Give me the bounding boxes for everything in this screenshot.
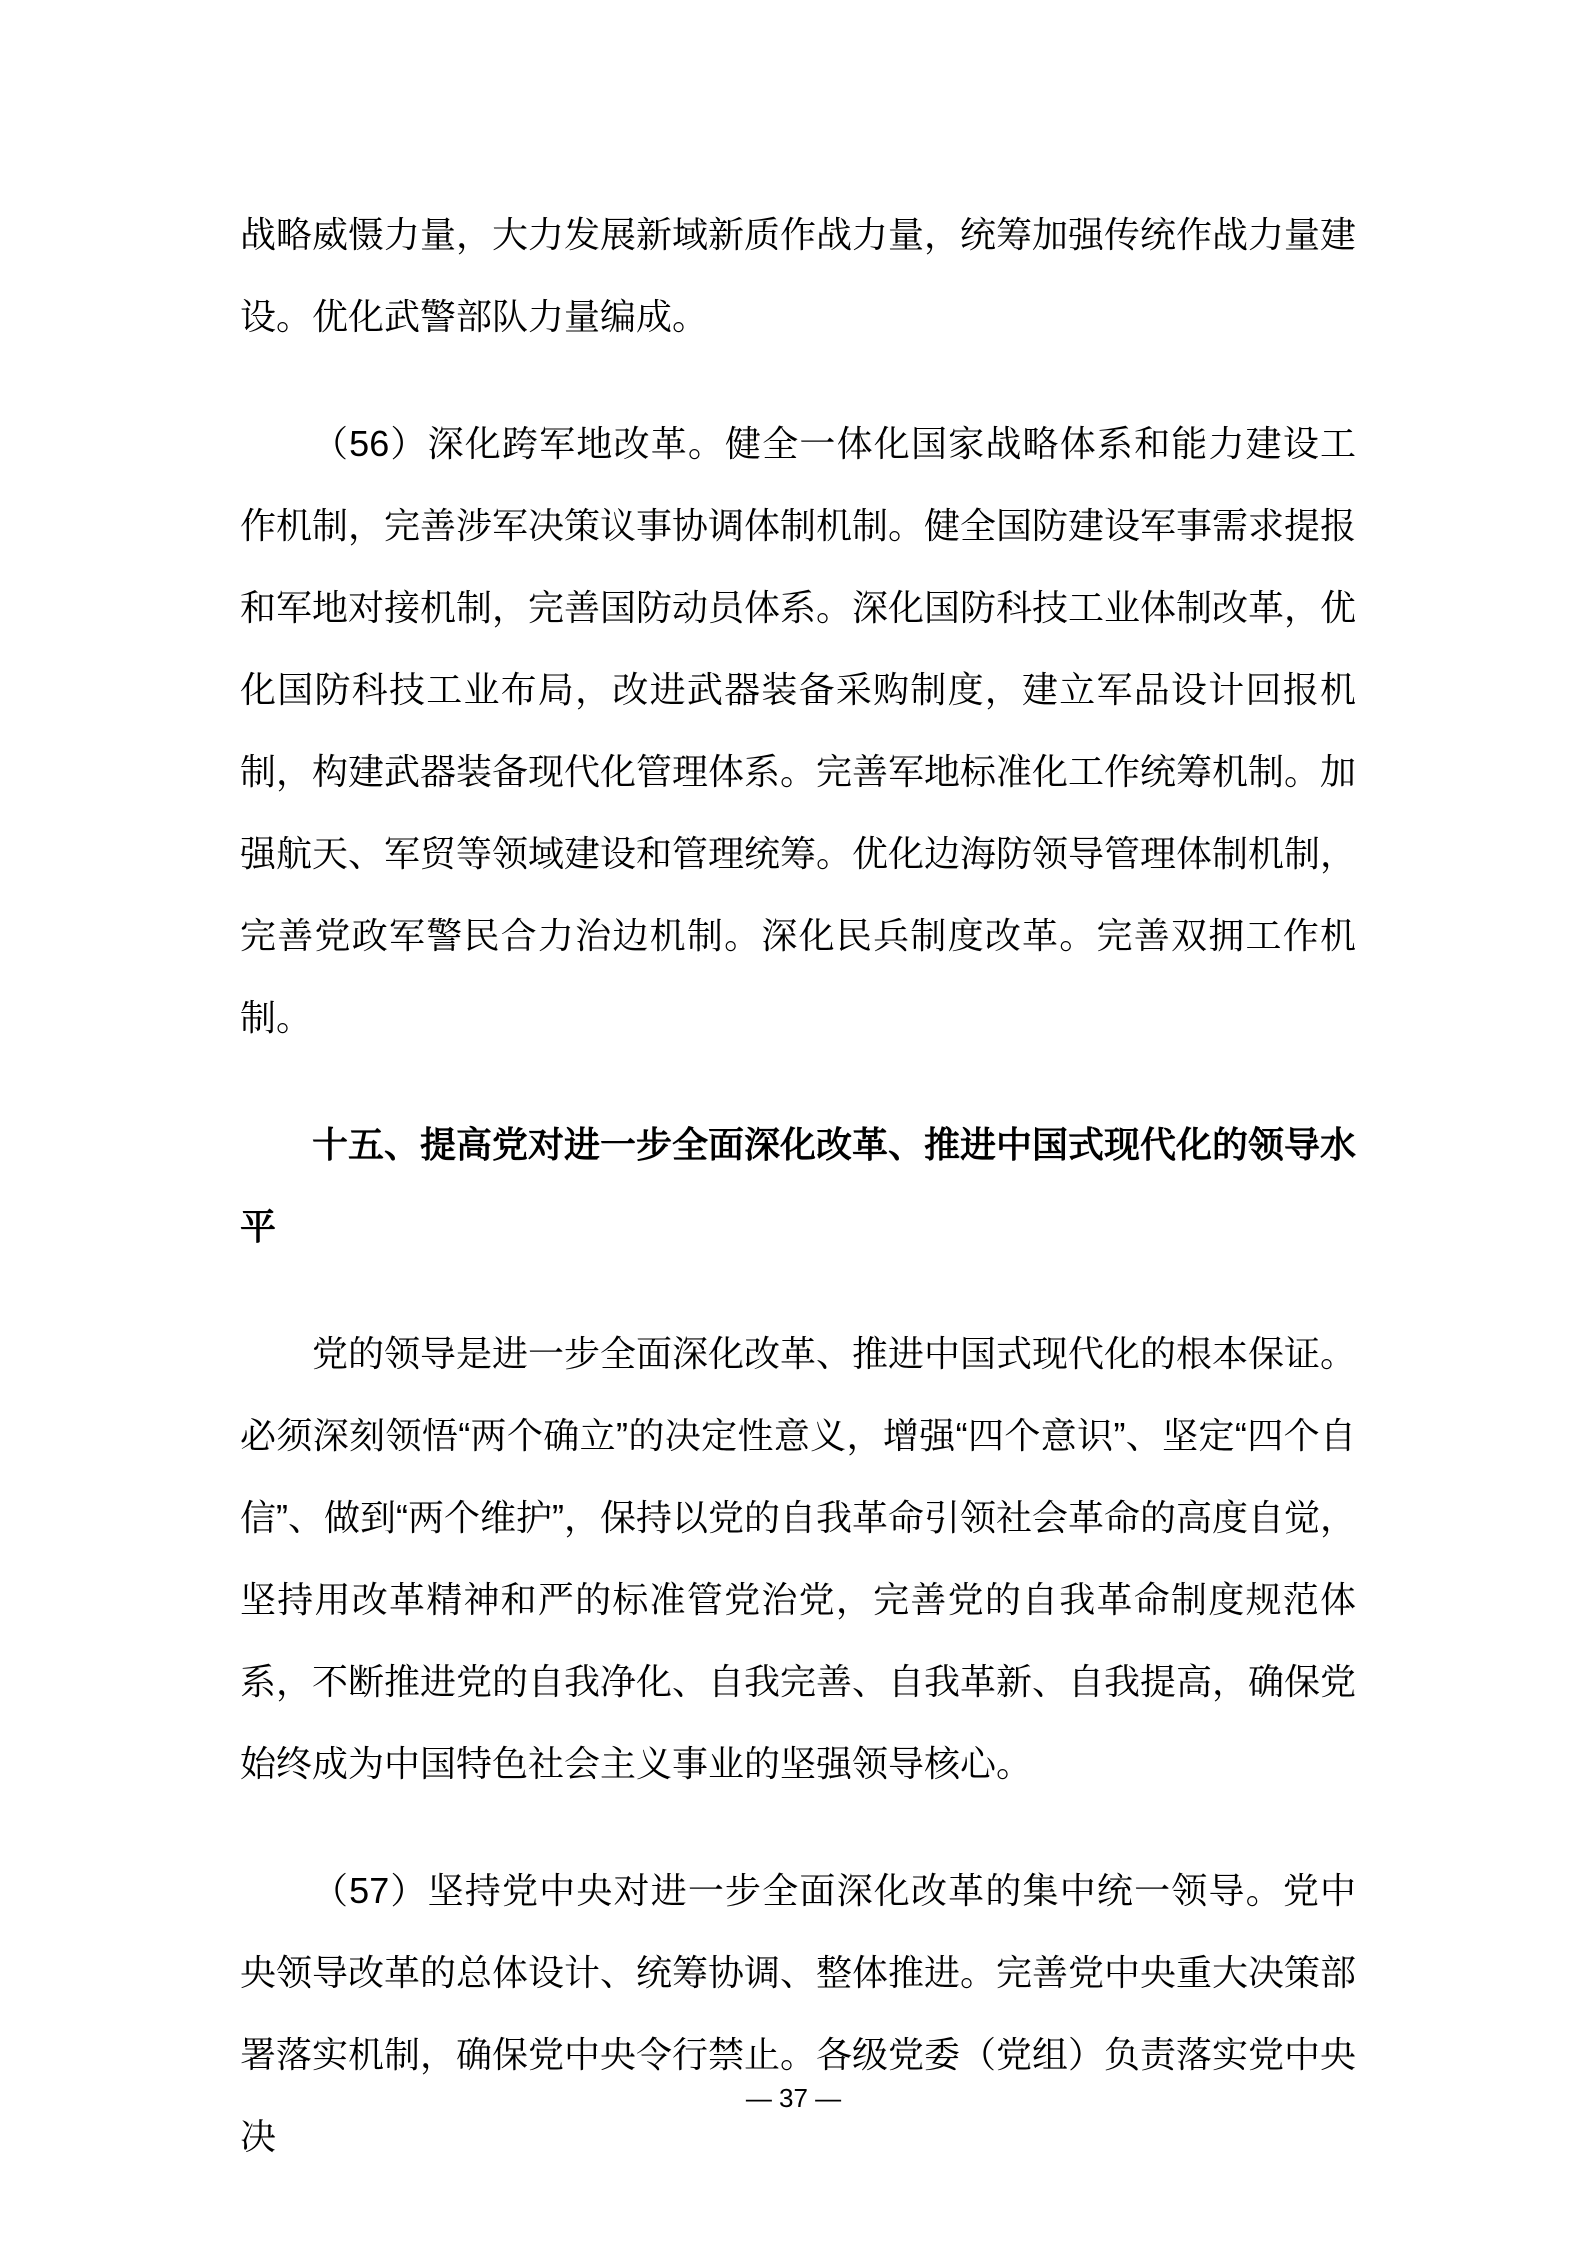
paragraph-item-57: （57）坚持党中央对进一步全面深化改革的集中统一领导。党中央领导改革的总体设计、统筹协调、整体推进。完善党中央重大决策部署落实机制，确保党中央令行禁止。各级党委（党组）负责落实党中央决 [240,1870,1357,2157]
page-number: — 37 — [745,2083,842,2113]
section-heading-15: 十五、提高党对进一步全面深化改革、推进中国式现代化的领导水平 [240,1124,1357,1247]
paragraph-continuation: 战略威慑力量，大力发展新域新质作战力量，统筹加强传统作战力量建设。优化武警部队力量编成。 [240,214,1357,337]
paragraph-item-56: （56）深化跨军地改革。健全一体化国家战略体系和能力建设工作机制，完善涉军决策议事协调体制机制。健全国防建设军事需求提报和军地对接机制，完善国防动员体系。深化国防科技工业体制改革，优化国防科技工业布局，改进武器装备采购制度，建立军品设计回报机制，构建武器装备现代化管理体系。完善军地标准化工作统筹机制。加强航天、军贸等领域建设和管理统筹。优化边海防领导管理体制机制，完善党政军警民合力治边机制。深化民兵制度改革。完善双拥工作机制。 [240,423,1357,1038]
paragraph-party-leadership-lead: 党的领导是进一步全面深化改革、推进中国式现代化的根本保证。必须深刻领悟“两个确立”的决定性意义，增强“四个意识”、坚定“四个自信”、做到“两个维护”，保持以党的自我革命引领社会革命的高度自觉，坚持用改革精神和严的标准管党治党，完善党的自我革命制度规范体系，不断推进党的自我净化、自我完善、自我革新、自我提高，确保党始终成为中国特色社会主义事业的坚强领导核心。 [240,1333,1357,1784]
document-content [240,194,1356,2223]
